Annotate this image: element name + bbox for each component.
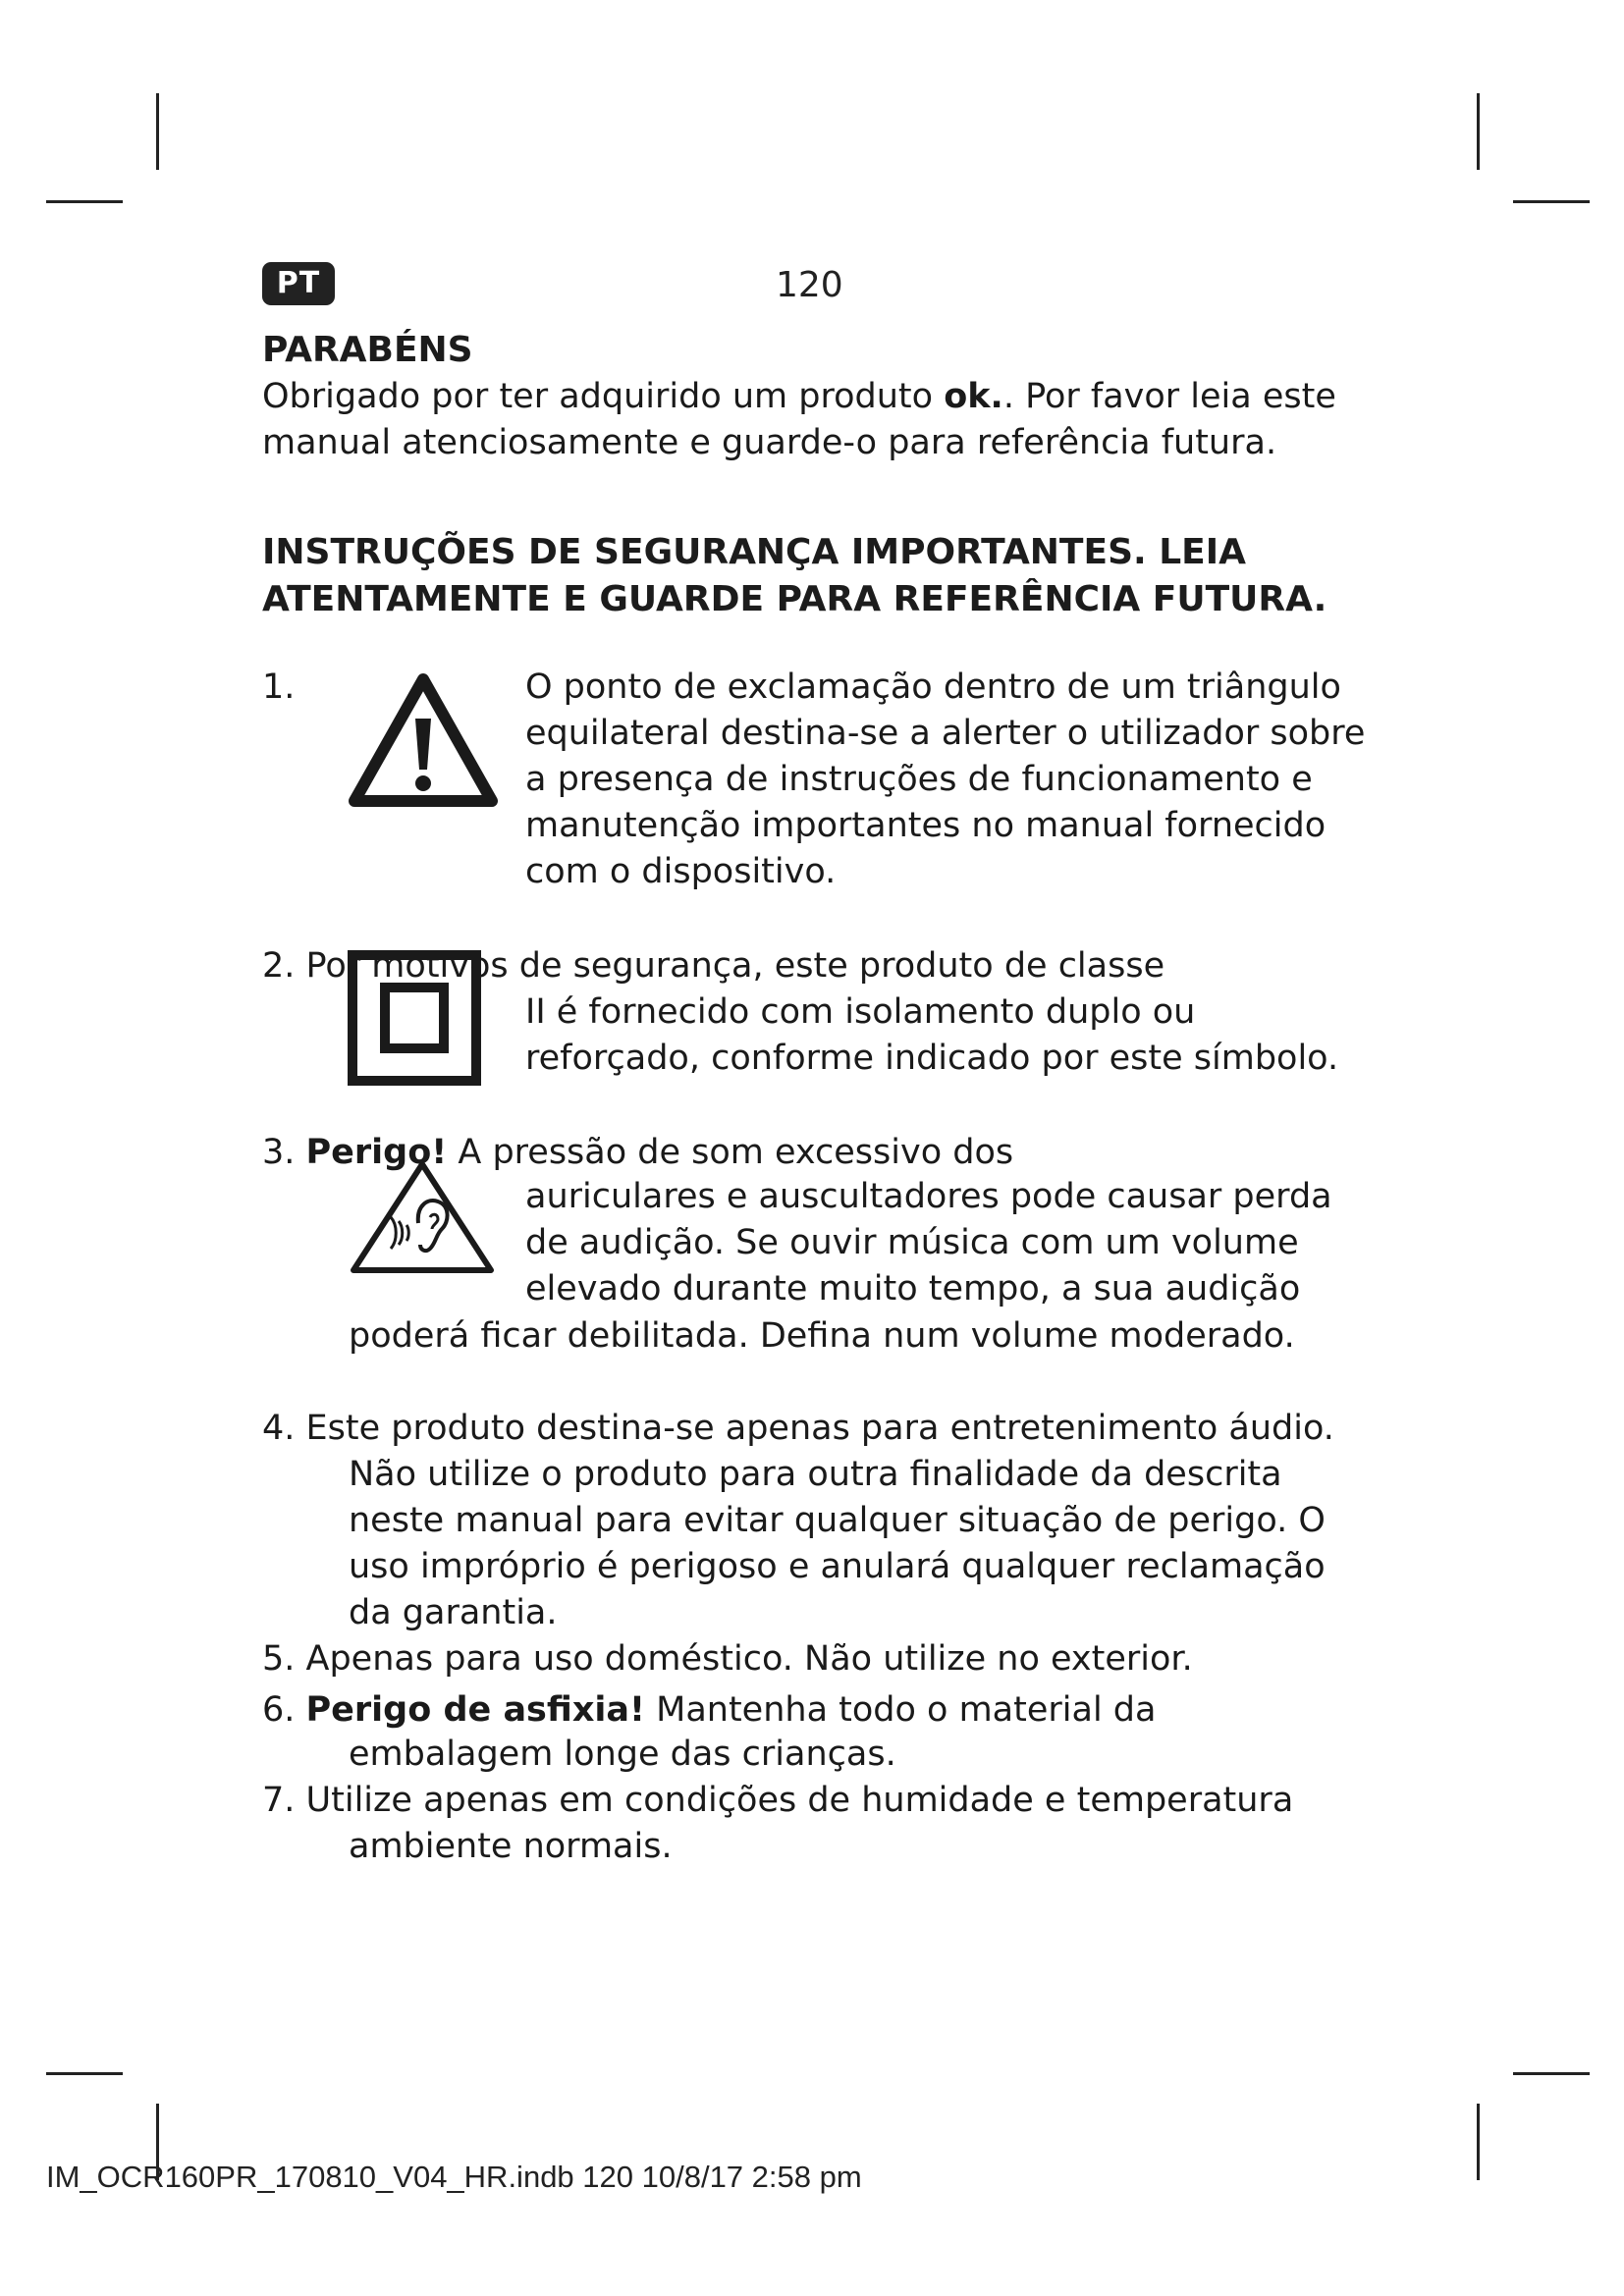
crop-mark xyxy=(1513,200,1590,203)
crop-mark xyxy=(46,200,123,203)
print-footer: IM_OCR160PR_170810_V04_HR.indb 120 10/8/17 2:58 pm xyxy=(46,2160,862,2194)
item-1-line-2: equilateral destina-se a alerter o utilizador sobre xyxy=(525,714,1366,753)
hearing-warning-icon xyxy=(348,1158,497,1276)
item-3-line-2: auriculares e auscultadores pode causar perda xyxy=(525,1177,1332,1216)
intro-line-2: manual atenciosamente e guarde-o para referência futura. xyxy=(262,423,1277,462)
item-1-line-5: com o dispositivo. xyxy=(525,852,837,891)
item-4-line-5: da garantia. xyxy=(349,1593,558,1632)
item-1-number: 1. xyxy=(262,667,296,707)
item-4-line-2: Não utilize o produto para outra finalidade da descrita xyxy=(349,1455,1282,1494)
page-number: 120 xyxy=(776,265,843,305)
item-6-line-2: embalagem longe das crianças. xyxy=(349,1735,896,1774)
brand-name: ok. xyxy=(944,377,1003,416)
item-2-line-3: reforçado, conforme indicado por este símbolo. xyxy=(525,1039,1339,1078)
safety-heading-line-2: ATENTAMENTE E GUARDE PARA REFERÊNCIA FUTURA. xyxy=(262,579,1327,619)
item-6-line-1: 6. Perigo de asfixia! Mantenha todo o material da xyxy=(262,1690,1157,1730)
item-1-line-1: O ponto de exclamação dentro de um triângulo xyxy=(525,667,1341,707)
danger-label: Perigo! xyxy=(305,1133,448,1172)
item-4-line-4: uso impróprio é perigoso e anulará qualquer reclamação xyxy=(349,1547,1326,1586)
item-1-line-3: a presença de instruções de funcionamento e xyxy=(525,760,1313,799)
item-7-line-2: ambiente normais. xyxy=(349,1827,673,1866)
item-3-line-5: poderá ficar debilitada. Defina num volume moderado. xyxy=(349,1316,1295,1356)
warning-triangle-icon xyxy=(349,671,498,809)
intro-title: PARABÉNS xyxy=(262,330,473,370)
crop-mark xyxy=(1477,2104,1480,2180)
item-1-line-4: manutenção importantes no manual fornecido xyxy=(525,806,1326,845)
crop-mark xyxy=(1513,2072,1590,2075)
intro-line-1: Obrigado por ter adquirido um produto ok.. Por favor leia este xyxy=(262,377,1336,416)
item-5-line-1: 5. Apenas para uso doméstico. Não utilize no exterior. xyxy=(262,1639,1193,1679)
item-2-line-1: 2. Por motivos de segurança, este produto de classe xyxy=(262,946,1165,986)
item-3-line-4: elevado durante muito tempo, a sua audição xyxy=(525,1269,1301,1308)
crop-mark xyxy=(156,93,159,170)
item-4-line-1: 4. Este produto destina-se apenas para entretenimento áudio. xyxy=(262,1409,1334,1448)
suffocation-danger-label: Perigo de asfixia! xyxy=(305,1690,645,1730)
item-7-line-1: 7. Utilize apenas em condições de humidade e temperatura xyxy=(262,1781,1294,1820)
crop-mark xyxy=(1477,93,1480,170)
safety-heading-line-1: INSTRUÇÕES DE SEGURANÇA IMPORTANTES. LEIA xyxy=(262,532,1247,572)
crop-mark xyxy=(46,2072,123,2075)
item-3-line-1: 3. Perigo! A pressão de som excessivo dos xyxy=(262,1133,1014,1172)
item-4-line-3: neste manual para evitar qualquer situação de perigo. O xyxy=(349,1501,1326,1540)
double-insulation-icon xyxy=(348,950,481,1086)
item-2-line-2: II é fornecido com isolamento duplo ou xyxy=(525,992,1196,1032)
language-badge: PT xyxy=(262,262,335,305)
item-3-line-3: de audição. Se ouvir música com um volume xyxy=(525,1223,1299,1262)
